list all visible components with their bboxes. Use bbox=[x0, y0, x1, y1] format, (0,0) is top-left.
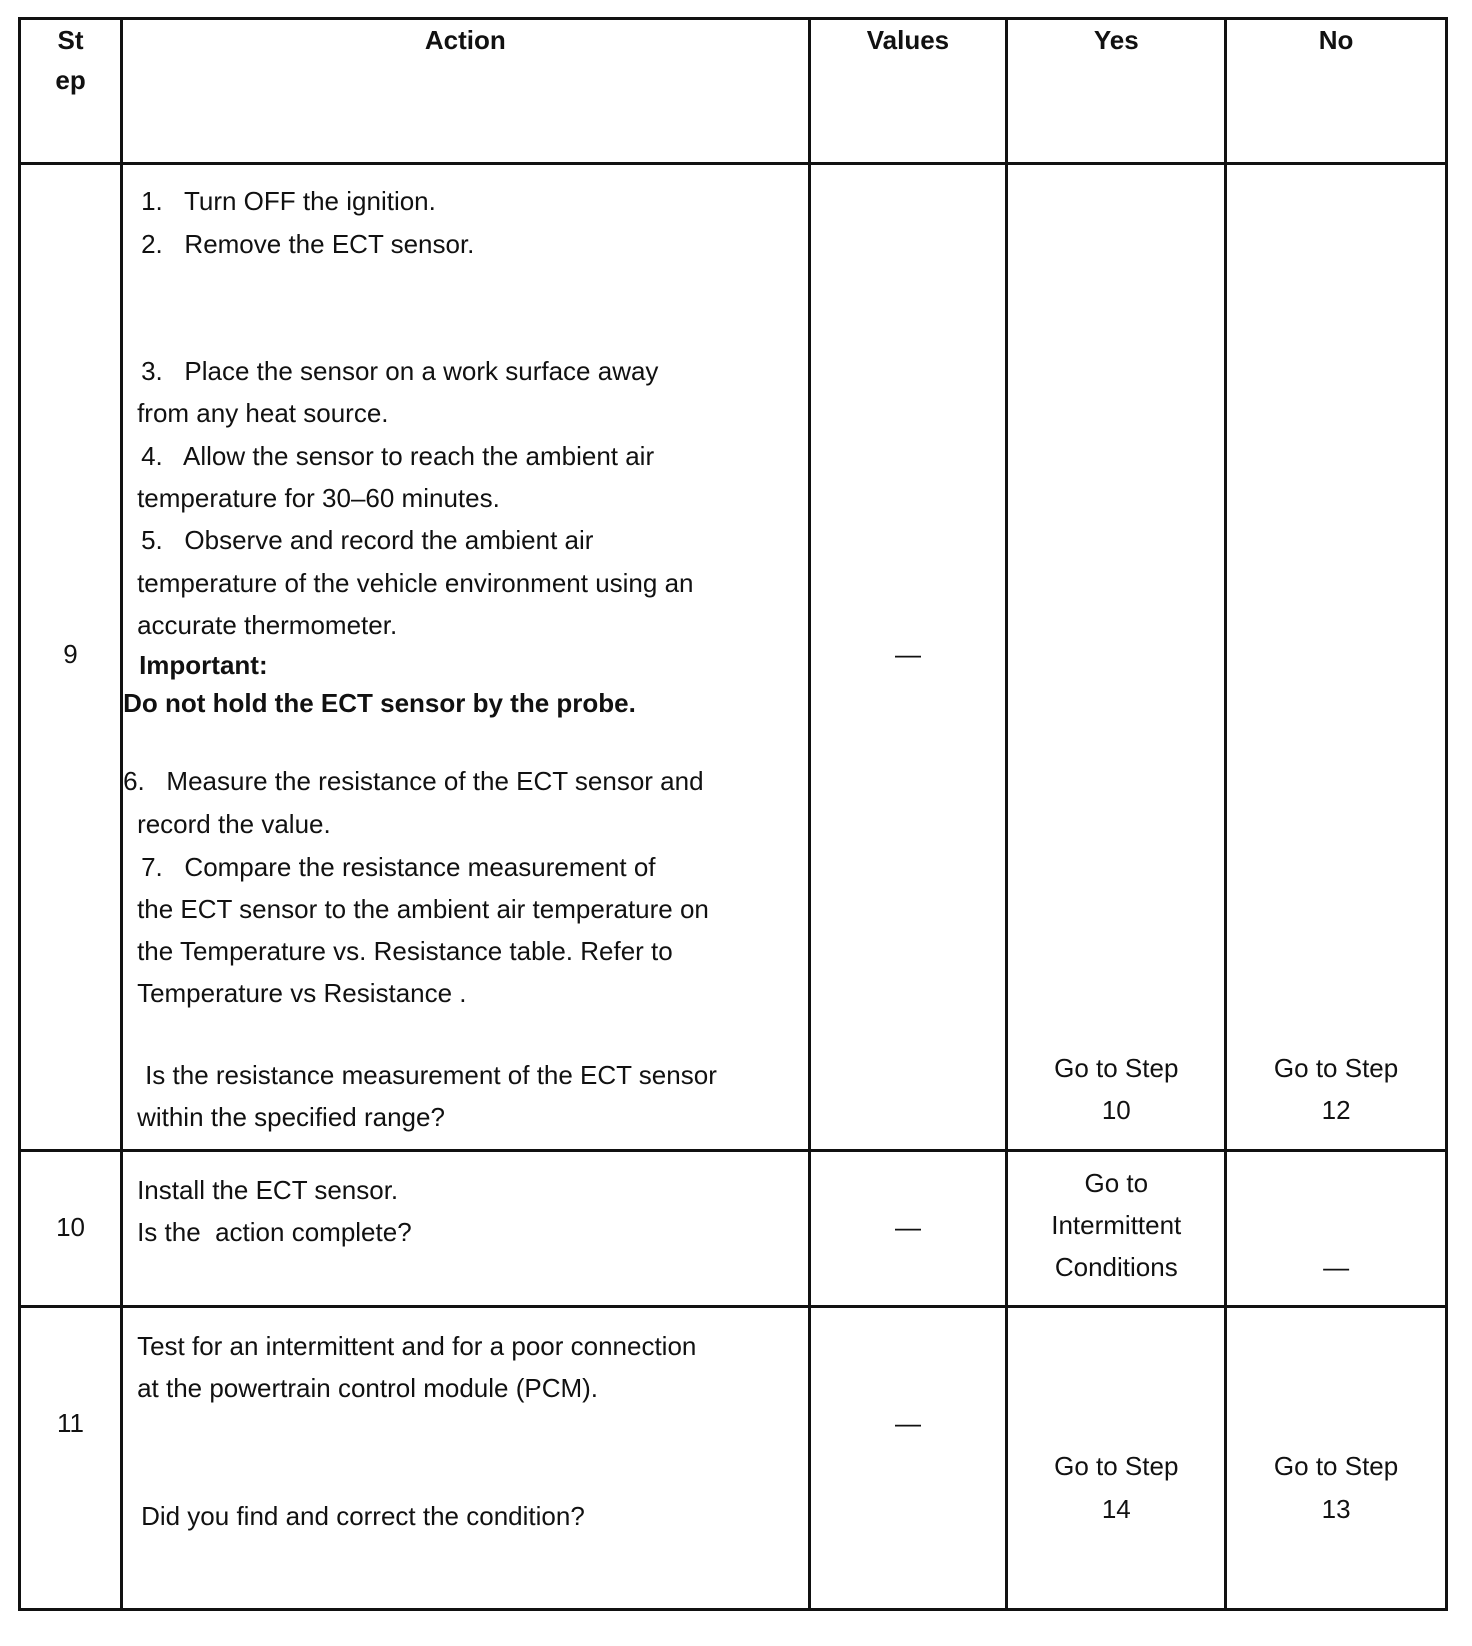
step-cell bbox=[20, 1307, 122, 1610]
header-step: St ep bbox=[20, 19, 122, 164]
action-cell bbox=[122, 1307, 809, 1610]
action-item: Install the ECT sensor. bbox=[137, 1175, 399, 1205]
no-cell bbox=[1226, 164, 1447, 1151]
action-item: at the powertrain control module (PCM). bbox=[137, 1373, 599, 1403]
no-line: Go to Step bbox=[1273, 1451, 1399, 1481]
yes-line: Go to Step bbox=[1054, 1451, 1179, 1481]
yes-cell bbox=[1007, 1151, 1226, 1307]
no-cell bbox=[1226, 1307, 1447, 1610]
action-item: 3. Place the sensor on a work surface away bbox=[141, 356, 659, 386]
no-line: Go to Step bbox=[1273, 1053, 1399, 1083]
values-text: — bbox=[894, 639, 921, 669]
action-item: temperature of the vehicle environment using an bbox=[137, 568, 694, 598]
step-cell bbox=[20, 1151, 122, 1307]
action-item: 4. Allow the sensor to reach the ambient air bbox=[141, 441, 655, 471]
action-item: the Temperature vs. Resistance table. Refer to bbox=[137, 936, 673, 966]
values-text: — bbox=[894, 1408, 921, 1438]
yes-line: 14 bbox=[1101, 1494, 1131, 1524]
header-action: Action bbox=[122, 19, 809, 164]
step-number: 10 bbox=[56, 1212, 85, 1242]
no-line: 12 bbox=[1321, 1095, 1351, 1125]
action-item: temperature for 30–60 minutes. bbox=[137, 483, 500, 513]
header-yes: Yes bbox=[1007, 19, 1226, 164]
action-cell bbox=[122, 1151, 809, 1307]
yes-line: Go to Step bbox=[1054, 1053, 1179, 1083]
important-label: Important: bbox=[139, 650, 268, 680]
yes-line: Conditions bbox=[1054, 1252, 1178, 1282]
step-number: 9 bbox=[63, 639, 78, 669]
header-no: No bbox=[1226, 19, 1447, 164]
no-cell bbox=[1226, 1151, 1447, 1307]
action-question: within the specified range? bbox=[137, 1102, 445, 1132]
table-row bbox=[20, 164, 1447, 1151]
action-item: from any heat source. bbox=[137, 398, 389, 428]
values-text: — bbox=[894, 1212, 921, 1242]
action-item: 2. Remove the ECT sensor. bbox=[141, 229, 475, 259]
yes-cell bbox=[1007, 1307, 1226, 1610]
values-cell bbox=[809, 164, 1007, 1151]
action-question: Is the resistance measurement of the ECT sensor bbox=[145, 1060, 717, 1090]
yes-cell bbox=[1007, 164, 1226, 1151]
action-item: 7. Compare the resistance measurement of bbox=[141, 852, 656, 882]
step-number: 11 bbox=[57, 1408, 85, 1438]
action-item: 6. Measure the resistance of the ECT sensor and bbox=[123, 766, 704, 796]
action-item: 5. Observe and record the ambient air bbox=[141, 525, 594, 555]
action-cell bbox=[122, 164, 809, 1151]
values-cell bbox=[809, 1151, 1007, 1307]
diagnostic-table bbox=[18, 17, 1448, 1611]
action-item: the ECT sensor to the ambient air temperature on bbox=[137, 894, 709, 924]
no-line: 13 bbox=[1321, 1494, 1351, 1524]
yes-line: 10 bbox=[1101, 1095, 1131, 1125]
action-item: Test for an intermittent and for a poor connection bbox=[137, 1331, 697, 1361]
header-row bbox=[20, 19, 1447, 164]
action-item: record the value. bbox=[137, 809, 331, 839]
action-question: Did you find and correct the condition? bbox=[141, 1501, 585, 1531]
table-row bbox=[20, 1151, 1447, 1307]
step-cell bbox=[20, 164, 122, 1151]
action-item: accurate thermometer. bbox=[137, 610, 398, 640]
action-question: Is the action complete? bbox=[137, 1217, 412, 1247]
no-text: — bbox=[1323, 1252, 1350, 1282]
values-cell bbox=[809, 1307, 1007, 1610]
yes-line: Intermittent bbox=[1051, 1210, 1182, 1240]
action-item: Temperature vs Resistance . bbox=[137, 978, 467, 1008]
header-values: Values bbox=[809, 19, 1007, 164]
important-text: Do not hold the ECT sensor by the probe. bbox=[123, 688, 636, 718]
yes-line: Go to bbox=[1084, 1168, 1149, 1198]
action-item: 1. Turn OFF the ignition. bbox=[141, 186, 436, 216]
table-row bbox=[20, 1307, 1447, 1610]
